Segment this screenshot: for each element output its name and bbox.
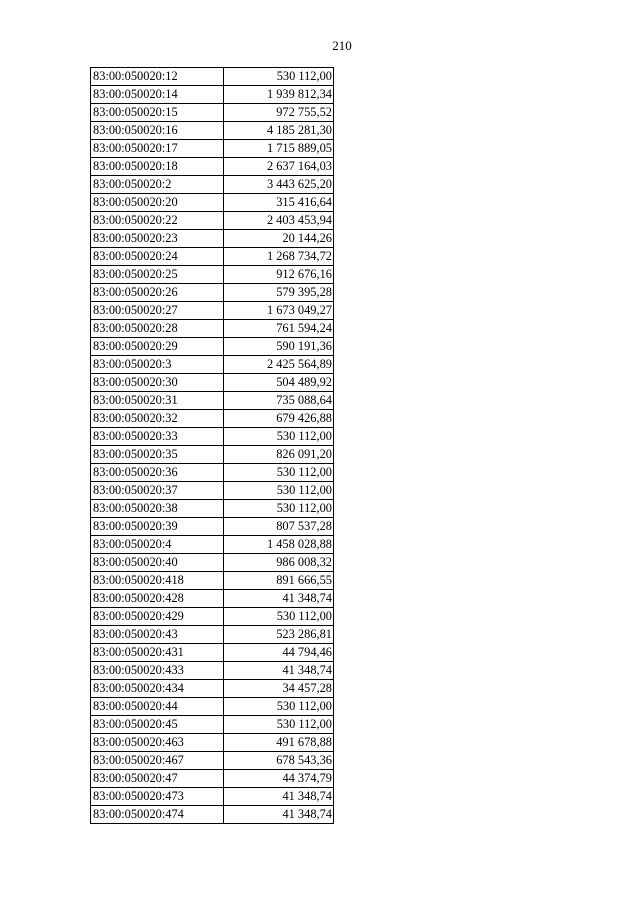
table-row: [91, 806, 334, 824]
table-row: [91, 734, 334, 752]
cadastral-value-cell: 530 112,00: [224, 482, 334, 500]
page-number: 210: [332, 38, 352, 53]
cadastral-value-cell: 679 426,88: [224, 410, 334, 428]
table-row: [91, 374, 334, 392]
cadastral-value-cell: 1 715 889,05: [224, 140, 334, 158]
cadastral-number-cell: 83:00:050020:47: [91, 770, 224, 788]
cadastral-value-cell: 491 678,88: [224, 734, 334, 752]
cadastral-value-cell: 523 286,81: [224, 626, 334, 644]
table-row: [91, 500, 334, 518]
cadastral-number-cell: 83:00:050020:473: [91, 788, 224, 806]
cadastral-number-cell: 83:00:050020:434: [91, 680, 224, 698]
cadastral-value-cell: 590 191,36: [224, 338, 334, 356]
table-row: [91, 608, 334, 626]
table-row: [91, 392, 334, 410]
cadastral-value-cell: 530 112,00: [224, 428, 334, 446]
cadastral-number-cell: 83:00:050020:44: [91, 698, 224, 716]
cadastral-value-cell: 1 458 028,88: [224, 536, 334, 554]
table-row: [91, 482, 334, 500]
cadastral-number-cell: 83:00:050020:12: [91, 68, 224, 86]
table-row: [91, 572, 334, 590]
cadastral-number-cell: 83:00:050020:24: [91, 248, 224, 266]
cadastral-value-cell: 972 755,52: [224, 104, 334, 122]
cadastral-number-cell: 83:00:050020:463: [91, 734, 224, 752]
table-row: [91, 212, 334, 230]
cadastral-number-cell: 83:00:050020:14: [91, 86, 224, 104]
table-row: [91, 284, 334, 302]
cadastral-number-cell: 83:00:050020:33: [91, 428, 224, 446]
cadastral-number-cell: 83:00:050020:433: [91, 662, 224, 680]
cadastral-number-cell: 83:00:050020:474: [91, 806, 224, 824]
cadastral-number-cell: 83:00:050020:28: [91, 320, 224, 338]
cadastral-value-cell: 2 403 453,94: [224, 212, 334, 230]
cadastral-value-cell: 315 416,64: [224, 194, 334, 212]
cadastral-value-table: [90, 67, 334, 824]
cadastral-value-cell: 826 091,20: [224, 446, 334, 464]
cadastral-number-cell: 83:00:050020:18: [91, 158, 224, 176]
cadastral-value-cell: 34 457,28: [224, 680, 334, 698]
cadastral-value-cell: 44 794,46: [224, 644, 334, 662]
cadastral-number-cell: 83:00:050020:30: [91, 374, 224, 392]
cadastral-number-cell: 83:00:050020:16: [91, 122, 224, 140]
table-row: [91, 122, 334, 140]
table-row: [91, 788, 334, 806]
table-row: [91, 266, 334, 284]
cadastral-value-cell: 2 425 564,89: [224, 356, 334, 374]
table-row: [91, 716, 334, 734]
table-row: [91, 554, 334, 572]
table-row: [91, 662, 334, 680]
cadastral-value-cell: 530 112,00: [224, 608, 334, 626]
cadastral-value-cell: 807 537,28: [224, 518, 334, 536]
cadastral-number-cell: 83:00:050020:27: [91, 302, 224, 320]
cadastral-value-cell: 1 673 049,27: [224, 302, 334, 320]
cadastral-number-cell: 83:00:050020:418: [91, 572, 224, 590]
cadastral-value-cell: 2 637 164,03: [224, 158, 334, 176]
cadastral-value-cell: 4 185 281,30: [224, 122, 334, 140]
cadastral-value-cell: 41 348,74: [224, 788, 334, 806]
table-row: [91, 464, 334, 482]
cadastral-value-cell: 761 594,24: [224, 320, 334, 338]
cadastral-number-cell: 83:00:050020:467: [91, 752, 224, 770]
cadastral-number-cell: 83:00:050020:17: [91, 140, 224, 158]
cadastral-number-cell: 83:00:050020:29: [91, 338, 224, 356]
table-row: [91, 446, 334, 464]
cadastral-value-cell: 530 112,00: [224, 698, 334, 716]
cadastral-number-cell: 83:00:050020:37: [91, 482, 224, 500]
cadastral-number-cell: 83:00:050020:25: [91, 266, 224, 284]
table-row: [91, 248, 334, 266]
table-row: [91, 338, 334, 356]
cadastral-value-cell: 678 543,36: [224, 752, 334, 770]
cadastral-number-cell: 83:00:050020:26: [91, 284, 224, 302]
cadastral-number-cell: 83:00:050020:3: [91, 356, 224, 374]
table-row: [91, 158, 334, 176]
cadastral-number-cell: 83:00:050020:39: [91, 518, 224, 536]
cadastral-value-cell: 41 348,74: [224, 662, 334, 680]
table-row: [91, 176, 334, 194]
cadastral-value-cell: 891 666,55: [224, 572, 334, 590]
cadastral-number-cell: 83:00:050020:23: [91, 230, 224, 248]
cadastral-number-cell: 83:00:050020:32: [91, 410, 224, 428]
cadastral-value-cell: 986 008,32: [224, 554, 334, 572]
table-row: [91, 518, 334, 536]
cadastral-number-cell: 83:00:050020:38: [91, 500, 224, 518]
cadastral-number-cell: 83:00:050020:15: [91, 104, 224, 122]
table-row: [91, 140, 334, 158]
cadastral-number-cell: 83:00:050020:428: [91, 590, 224, 608]
cadastral-value-cell: 504 489,92: [224, 374, 334, 392]
table-row: [91, 68, 334, 86]
table-row: [91, 230, 334, 248]
cadastral-value-cell: 1 939 812,34: [224, 86, 334, 104]
table-row: [91, 194, 334, 212]
table-body: [91, 68, 334, 824]
cadastral-value-cell: 579 395,28: [224, 284, 334, 302]
cadastral-value-cell: 3 443 625,20: [224, 176, 334, 194]
cadastral-value-cell: 44 374,79: [224, 770, 334, 788]
table-row: [91, 356, 334, 374]
cadastral-value-cell: 735 088,64: [224, 392, 334, 410]
cadastral-value-cell: 20 144,26: [224, 230, 334, 248]
cadastral-number-cell: 83:00:050020:2: [91, 176, 224, 194]
cadastral-value-cell: 530 112,00: [224, 464, 334, 482]
table-row: [91, 410, 334, 428]
table-row: [91, 86, 334, 104]
table-row: [91, 698, 334, 716]
cadastral-number-cell: 83:00:050020:35: [91, 446, 224, 464]
table-row: [91, 680, 334, 698]
cadastral-value-cell: 41 348,74: [224, 806, 334, 824]
cadastral-number-cell: 83:00:050020:31: [91, 392, 224, 410]
cadastral-number-cell: 83:00:050020:20: [91, 194, 224, 212]
table-row: [91, 320, 334, 338]
cadastral-number-cell: 83:00:050020:40: [91, 554, 224, 572]
cadastral-number-cell: 83:00:050020:429: [91, 608, 224, 626]
cadastral-number-cell: 83:00:050020:4: [91, 536, 224, 554]
table-row: [91, 626, 334, 644]
cadastral-value-cell: 530 112,00: [224, 716, 334, 734]
cadastral-number-cell: 83:00:050020:36: [91, 464, 224, 482]
table-row: [91, 302, 334, 320]
cadastral-value-cell: 530 112,00: [224, 68, 334, 86]
cadastral-value-cell: 41 348,74: [224, 590, 334, 608]
cadastral-number-cell: 83:00:050020:431: [91, 644, 224, 662]
table-row: [91, 536, 334, 554]
table-row: [91, 590, 334, 608]
table-row: [91, 770, 334, 788]
table-row: [91, 428, 334, 446]
table-row: [91, 752, 334, 770]
cadastral-value-cell: 912 676,16: [224, 266, 334, 284]
cadastral-value-cell: 1 268 734,72: [224, 248, 334, 266]
cadastral-number-cell: 83:00:050020:43: [91, 626, 224, 644]
cadastral-value-cell: 530 112,00: [224, 500, 334, 518]
cadastral-number-cell: 83:00:050020:22: [91, 212, 224, 230]
cadastral-number-cell: 83:00:050020:45: [91, 716, 224, 734]
table-row: [91, 104, 334, 122]
table-row: [91, 644, 334, 662]
